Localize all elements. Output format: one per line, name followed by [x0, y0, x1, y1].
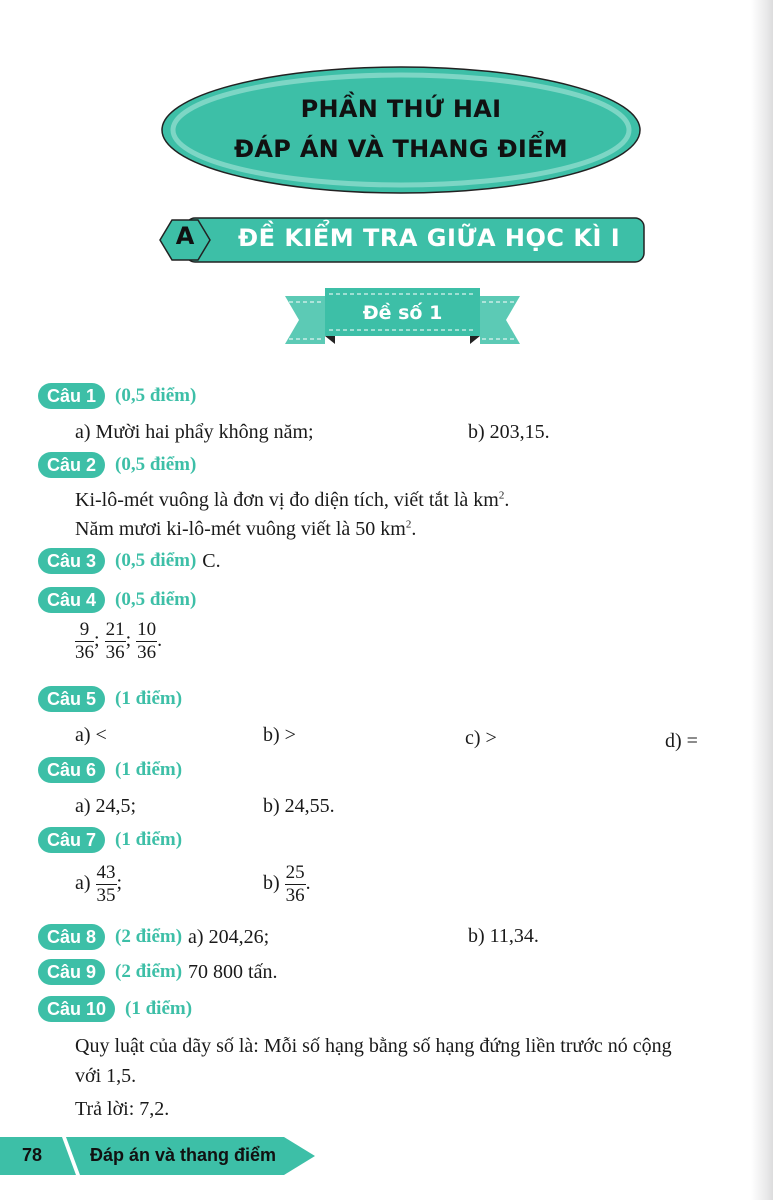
- part-title-line1: PHẦN THỨ HAI: [300, 95, 502, 123]
- fraction-answer: b) $\frac{25}{36}$ .: [263, 862, 311, 906]
- question-badge: Câu 4: [38, 587, 105, 613]
- question-badge: Câu 8: [38, 924, 105, 950]
- section-banner: [158, 215, 648, 265]
- question-1-header: [38, 382, 196, 410]
- page-footer: [0, 1137, 320, 1175]
- question-5-header: [38, 685, 182, 713]
- fraction-answer: $\frac{9}{36}$ ; $\frac{21}{36}$ ; $\frac{10}{36}$ .: [75, 619, 163, 663]
- question-points: (0,5 điểm): [115, 550, 197, 571]
- question-points: (1 điểm): [115, 688, 183, 709]
- question-points: (0,5 điểm): [115, 454, 197, 475]
- question-points: (2 điểm): [115, 926, 183, 947]
- fraction-answer: a) $\frac{43}{35}$ ;: [75, 862, 123, 906]
- answer-line: Trả lời: 7,2.: [75, 1098, 170, 1120]
- question-badge: Câu 5: [38, 686, 105, 712]
- question-points: (1 điểm): [125, 998, 193, 1019]
- question-badge: Câu 3: [38, 548, 105, 574]
- question-2-header: [38, 451, 196, 479]
- inline-answer: C.: [202, 549, 221, 572]
- question-points: (1 điểm): [115, 759, 183, 780]
- answer-part: b) 203,15.: [468, 421, 550, 443]
- answer-line: Năm mươi ki-lô-mét vuông viết là 50 $km^2$.: [75, 518, 417, 540]
- inline-answer: a) 204,26;: [188, 925, 270, 948]
- question-9-header: [38, 958, 277, 986]
- answer-part: c) >: [465, 727, 497, 749]
- fraction: $\frac{21}{36}$: [105, 619, 125, 663]
- question-badge: Câu 1: [38, 383, 105, 409]
- part-title-ellipse: [160, 65, 642, 195]
- section-letter: A: [175, 222, 195, 250]
- fraction: $\frac{10}{36}$: [137, 619, 157, 663]
- footer-label: Đáp án và thang điểm: [90, 1145, 277, 1165]
- question-points: (0,5 điểm): [115, 589, 197, 610]
- inline-answer: 70 800 tấn.: [188, 960, 278, 983]
- answer-part: a) <: [75, 724, 107, 746]
- question-8-header: [38, 923, 269, 951]
- section-title: ĐỀ KIỂM TRA GIỮA HỌC KÌ I: [238, 224, 621, 252]
- answer-part: a) Mười hai phẩy không năm;: [75, 421, 314, 443]
- question-6-header: [38, 756, 182, 784]
- answer-part: a) 24,5;: [75, 795, 137, 817]
- answer-line: với 1,5.: [75, 1065, 137, 1087]
- question-10-header: [38, 995, 192, 1023]
- question-4-header: [38, 586, 196, 614]
- exam-ribbon: [285, 286, 520, 356]
- question-badge: Câu 6: [38, 757, 105, 783]
- fraction: $\frac{43}{35}$: [96, 862, 116, 906]
- part-title-line2: ĐÁP ÁN VÀ THANG ĐIỂM: [233, 135, 568, 163]
- page-edge-shadow: [751, 0, 773, 1200]
- answer-line: Ki-lô-mét vuông là đơn vị đo diện tích, viết tắt là $km^2$.: [75, 489, 510, 511]
- fraction: $\frac{25}{36}$: [285, 862, 305, 906]
- question-7-header: [38, 826, 182, 854]
- question-badge: Câu 10: [38, 996, 115, 1022]
- question-badge: Câu 7: [38, 827, 105, 853]
- page-number: 78: [22, 1145, 43, 1165]
- answer-part: b) >: [263, 724, 296, 746]
- question-badge: Câu 9: [38, 959, 105, 985]
- fraction: $\frac{9}{36}$: [75, 619, 94, 663]
- question-points: (2 điểm): [115, 961, 183, 982]
- question-3-header: [38, 547, 221, 575]
- answer-part: d) =: [665, 730, 698, 752]
- answer-part: b) 24,55.: [263, 795, 335, 817]
- question-points: (1 điểm): [115, 829, 183, 850]
- answer-part: b) 11,34.: [468, 925, 539, 947]
- ribbon-label: Đề số 1: [362, 302, 443, 324]
- answer-line: Quy luật của dãy số là: Mỗi số hạng bằng số hạng đứng liền trước nó cộng: [75, 1035, 672, 1057]
- question-points: (0,5 điểm): [115, 385, 197, 406]
- question-badge: Câu 2: [38, 452, 105, 478]
